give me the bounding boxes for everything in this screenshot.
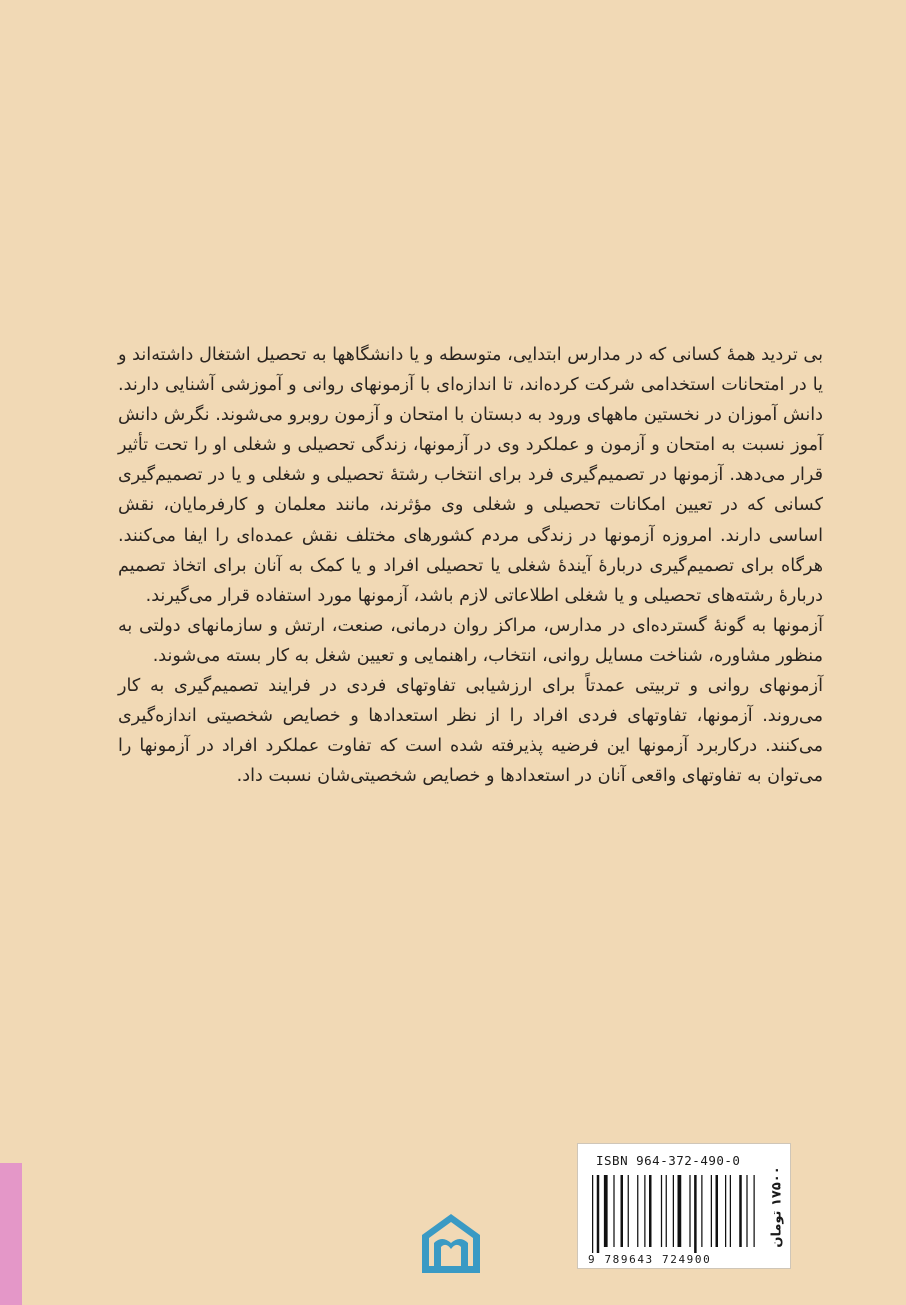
barcode-bar [730,1175,731,1247]
barcode-bar [621,1175,624,1247]
barcode-bar [739,1175,742,1247]
barcode-bar [637,1175,638,1247]
barcode-bar [725,1175,726,1247]
barcode-bar [613,1175,614,1247]
barcode-bar [673,1175,674,1247]
barcode-bar [701,1175,702,1247]
blurb-paragraph-3: آزمونهای روانی و تربیتی عمدتاً برای ارزشیابی تفاوتهای فردی در فرایند تصمیم‌گیری به کار می‌روند. آزمونها، تفاوتهای فردی افراد را از نظر استعدادها و خصایص شخصیتی اندازه‌گیری می‌کنند. درکاربرد آزمونها این فرضیه پذیرفته شده است که تفاوت عملکرد افراد در آزمونها را می‌توان به تفاوتهای واقعی آنان در استعدادها و خصایص شخصیتی‌شان نسبت داد. [118,676,823,787]
barcode-bar [694,1175,697,1253]
back-cover-blurb [118,340,823,791]
barcode-bar [716,1175,719,1247]
pink-spine-strip [0,1163,22,1305]
barcode-bar [628,1175,629,1247]
barcode-bar [689,1175,690,1247]
barcode-bar [649,1175,652,1247]
barcode-bar [604,1175,608,1247]
price-tag [766,1150,788,1264]
blurb-paragraph-1: بی تردید همهٔ کسانی که در مدارس ابتدایی، متوسطه و یا دانشگاهها به تحصیل اشتغال داشته‌اند و یا در امتحانات استخدامی شرکت کرده‌اند، تا اندازه‌ای با آزمونهای روانی و آموزشی آشنایی دارند. دانش آموزان در نخستین ماههای ورود به دبستان با امتحان و آزمون روبرو می‌شوند. نگرش دانش آموز نسبت به امتحان و آزمون و عملکرد وی در آزمونها، زندگی تحصیلی و شغلی او را تحت تأثیر قرار می‌دهد. آزمونها در تصمیم‌گیری فرد برای انتخاب رشتهٔ تحصیلی و شغلی و یا در تصمیم‌گیری کسانی که در تعیین امکانات تحصیلی و شغلی وی مؤثرند، مانند معلمان و کارفرمایان، نقش اساسی دارند. امروزه آزمونها در زندگی مردم کشورهای مختلف نقش عمده‌ای را ایفا می‌کنند. هرگاه برای تصمیم‌گیری دربارهٔ آیندهٔ شغلی یا تحصیلی افراد و یا کمک به آنان برای اتخاذ تصمیم دربارهٔ رشته‌های تحصیلی و یا شغلی اطلاعاتی لازم باشد، آزمونها مورد استفاده قرار می‌گیرند. [118,345,823,606]
barcode-bar [746,1175,747,1247]
barcode-bar [592,1175,593,1253]
price-text: ۱۷۵۰۰ تومان [769,1166,785,1248]
barcode-bar [666,1175,667,1247]
barcode-bar [678,1175,682,1247]
blurb-paragraph-2: آزمونها به گونهٔ گسترده‌ای در مدارس، مراکز روان درمانی، صنعت، ارتش و سازمانهای دولتی به منظور مشاوره، شناخت مسایل روانی، انتخاب، راهنمایی و تعیین شغل به کار بسته می‌شوند. [118,615,823,666]
barcode-bar [711,1175,712,1247]
barcode-bar [597,1175,600,1253]
barcode-bar [644,1175,645,1247]
barcode-bars [590,1175,762,1253]
isbn-number: ISBN 964-372-490-0 [596,1153,741,1168]
isbn-barcode-label [577,1143,791,1269]
barcode-bar [754,1175,755,1247]
barcode-bar [661,1175,662,1247]
barcode-digits: 9 789643 724900 [588,1253,712,1266]
publisher-logo-icon [418,1211,484,1277]
